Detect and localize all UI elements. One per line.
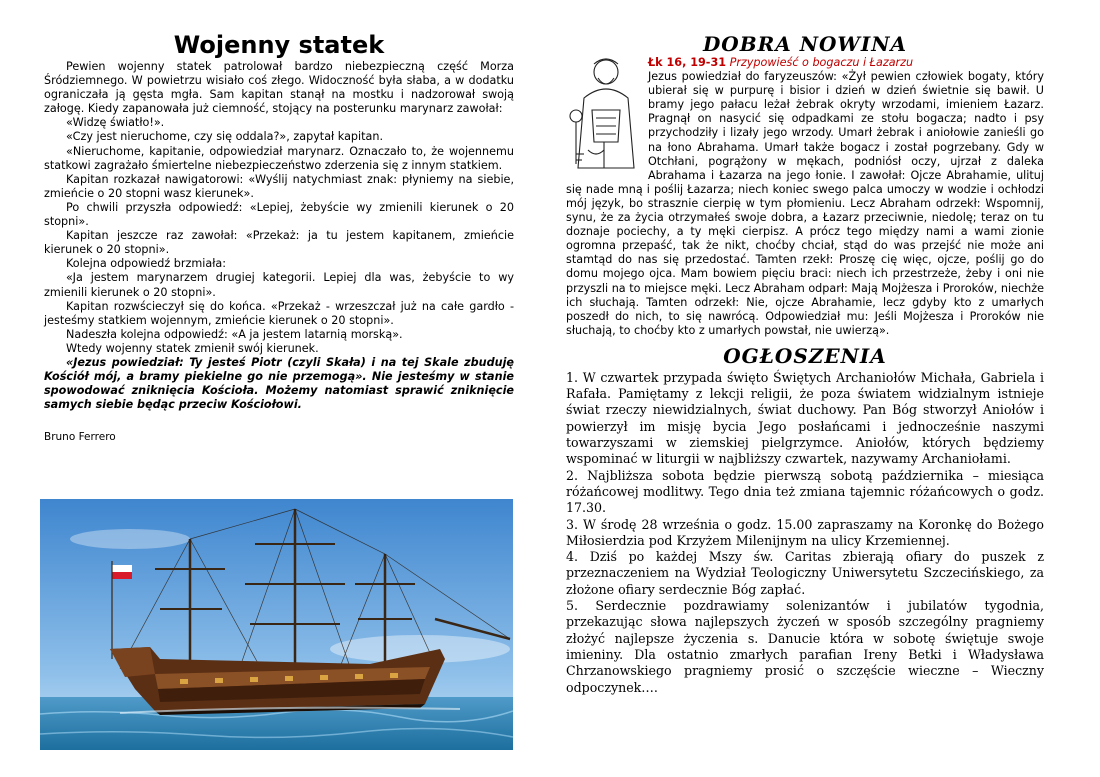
story-paragraph: Kapitan rozwścieczył się do końca. «Przekaż - wrzeszczał już na całe gardło - jesteśmy statkiem wojennym, zmieńcie kierunek o 20 stopni». — [44, 299, 514, 327]
story-quote: «Jezus powiedział: Ty jesteś Piotr (czyli Skała) i na tej Skale zbuduję Kościół mój, a bramy piekielne go nie przemogą». Nie jesteśmy w stanie spowodować zniknięcia Kościoła. Możemy natomiast sprawić zniknięcie samych siebie będąc przeciw Kościołowi. — [44, 355, 514, 412]
story-paragraph: Nadeszła kolejna odpowiedź: «A ja jestem latarnią morską». — [66, 327, 403, 341]
announcement-item: 2. Najbliższa sobota będzie pierwszą sobotą października – miesiąca różańcowej modlitwy. Tego dnia też zmiana tajemnic różańcowych o godz. 17.30. — [566, 467, 1044, 516]
saint-peter-illustration — [564, 50, 642, 178]
story-title: Wojenny statek — [173, 31, 385, 59]
story-paragraph: Kolejna odpowiedź brzmiała: — [66, 257, 227, 271]
gospel-body: Jezus powiedział do faryzeuszów: «Żył pewien człowiek bogaty, który ubierał się w purpurę i bisior i dzień w dzień świetnie się bawił. U bramy jego pałacu leżał żebrak okryty wrzodami, imieniem Łazarz. Pragnął on nasycić się odpadkami ze stołu bogacza; nadto i psy przychodziły i lizały jego wrzody. Umarł żebrak i aniołowie zanieśli go na łono Abrahama. Umarł także bogacz i został pogrzebany. Gdy w Otchłani, pogrążony w mękach, podniósł oczy, ujrzał z daleka Abrahama i Łazarza na jego łonie. I zawołał: Ojcze Abrahamie, ulituj się nade mną i poślij Łazarza; niech koniec swego palca umoczy w wodzie i ochłodzi mój język, bo strasznie cierpię w tym płomieniu. Lecz Abraham odrzekł: Wspomnij, synu, że za życia otrzymałeś swoje dobra, a Łazarz przeciwnie, niedolę; teraz on tu doznaje pociechy, a ty męki cierpisz. A prócz tego między nami a wami zionie ogromna przepaść, tak że nikt, choćby chciał, stąd do was przejść nie może ani stamtąd do nas się przedostać. Tamten rzekł: Proszę cię więc, ojcze, poślij go do domu mojego ojca. Mam bowiem pięciu braci: niech ich przestrzeże, żeby i oni nie przyszli na to miejsce męki. Lecz Abraham odparł: Mają Mojżesza i Proroków, niechże ich słuchają. Tamten odrzekł: Nie, ojcze Abrahamie, lecz gdyby kto z umarłych poszedł do nich, to się nawrócą. Odpowiedział mu: Jeśli Mojżesza i Proroków nie słuchają, to choćby kto z umarłych powstał, nie uwierzą». — [566, 70, 1044, 337]
story-paragraph: «Nieruchome, kapitanie, odpowiedział marynarz. Oznaczało to, że wojennemu statkowi zagrażało śmiertelne niebezpieczeństwo zderzenia się z innym statkiem. — [44, 144, 514, 172]
story-paragraph: «Widzę światło!». — [66, 116, 165, 130]
announcements-list — [566, 370, 1044, 696]
story-paragraph: Po chwili przyszła odpowiedź: «Lepiej, żebyście wy zmienili kierunek o 20 stopni». — [44, 200, 514, 229]
story-paragraph: «Czy jest nieruchome, czy się oddala?», zapytał kapitan. — [66, 130, 384, 144]
story-column — [44, 30, 514, 444]
gospel-reference-title: Przypowieść o bogaczu i Łazarzu — [729, 56, 914, 69]
story-paragraph: Kapitan jeszcze raz zawołał: «Przekaż: ja tu jestem kapitanem, zmieńcie kierunek o 20 stopni». — [44, 229, 514, 257]
story-paragraph: Wtedy wojenny statek zmienił swój kierunek. — [66, 341, 319, 355]
announcements-title: OGŁOSZENIA — [723, 343, 887, 368]
story-author: Bruno Ferrero — [44, 431, 116, 444]
right-column — [566, 32, 1044, 696]
sailing-ship-image — [40, 499, 513, 750]
announcement-item: 5. Serdecznie pozdrawiamy solenizantów i jubilatów tygodnia, przekazując słowa najlepszych życzeń w sposób szczególny pragniemy złożyć najlepsze życzenia s. Danucie która w sobotę świętuje swoje imieniny. Dla ostatnio zmarłych parafian Ireny Betki i Władysława Chrzanowskiego pragniemy prosić o szczęście wieczne – Wieczny odpoczynek…. — [566, 598, 1044, 695]
announcement-item: 4. Dziś po każdej Mszy św. Caritas zbierają ofiary do puszek z przeznaczeniem na Wydział Teologiczny Uniwersytetu Szczecińskiego, za złożone ofiary serdecznie Bóg zapłać. — [566, 549, 1044, 597]
story-paragraph: Kapitan rozkazał nawigatorowi: «Wyślij natychmiast znak: płyniemy na siebie, zmieńcie o 20 stopni wasz kierunek». — [44, 172, 514, 200]
gospel-reference: Łk 16, 19-31 — [648, 56, 727, 69]
announcement-item: 1. W czwartek przypada święto Świętych Archaniołów Michała, Gabriela i Rafała. Pamiętamy z lekcji religii, że poza światem widzialnym istnieje świat rzeczy niewidzialnych, świat duchowy. Pan Bóg stworzył Aniołów i powierzył im misję bycia Jego posłańcami i jednocześnie naszymi towarzyszami w ziemskiej pielgrzymce. Aniołów, których będziemy wspominać w liturgii w najbliższy czwartek, nazywamy Archaniołami. — [566, 369, 1044, 467]
announcement-item: 3. W środę 28 września o godz. 15.00 zapraszamy na Koronkę do Bożego Miłosierdzia pod Krzyżem Milenijnym na ulicy Krzemiennej. — [566, 516, 1044, 548]
story-paragraph: «Ja jestem marynarzem drugiej kategorii. Lepiej dla was, żebyście to wy zmienili kierunek o 20 stopni». — [44, 271, 514, 299]
gospel-title: DOBRA NOWINA — [702, 32, 908, 56]
story-paragraph: Pewien wojenny statek patrolował bardzo niebezpieczną część Morza Śródziemnego. W powietrzu wisiało coś złego. Widoczność była słaba, a w dodatku ograniczała ją gęsta mgła. Sam kapitan stanął na mostku i nadzorował swoją załogę. Kiedy zapanowała już ciemność, stojący na posterunku marynarz zawołał: — [44, 60, 514, 116]
